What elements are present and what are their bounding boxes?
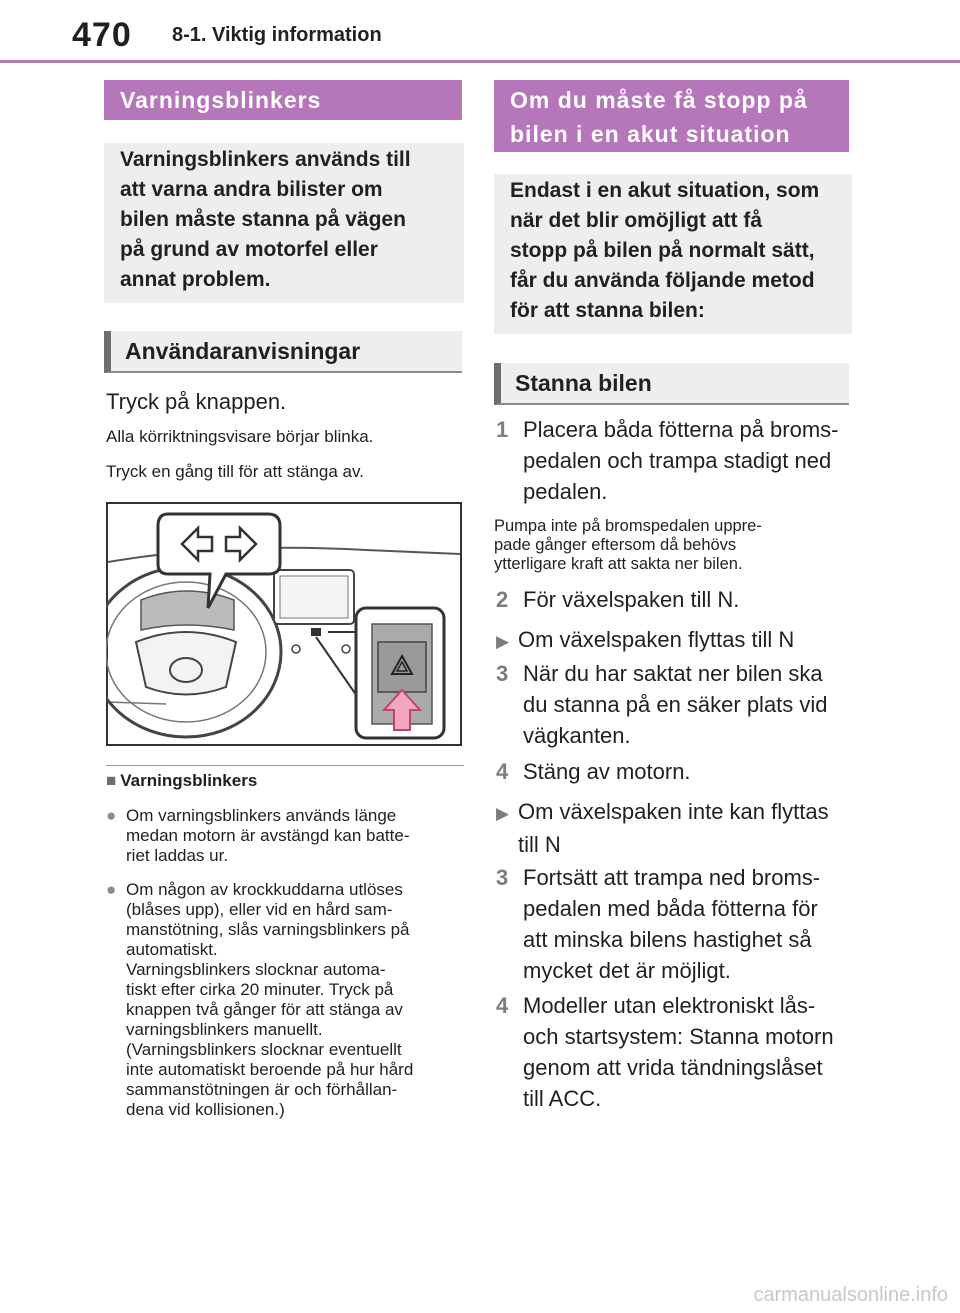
left-intro-line: Varningsblinkers används till [120, 148, 411, 171]
step-1-line: pedalen. [523, 479, 608, 504]
note-2-line: manstötning, slås varningsblinkers på [126, 920, 410, 939]
step-3a-line: vägkanten. [523, 723, 631, 748]
left-title-box [104, 80, 462, 120]
right-intro-line: får du använda följande metod [510, 269, 815, 292]
header-rule [0, 60, 960, 63]
note-2-line: automatiskt. [126, 940, 218, 959]
note-2-line: inte automatiskt beroende på hur hård [126, 1060, 414, 1079]
step-4b-line: och startsystem: Stanna motorn [523, 1024, 834, 1049]
notes-heading-line [106, 771, 257, 791]
step-number: 4 [496, 759, 509, 784]
step-3a-line: du stanna på en säker plats vid [523, 692, 828, 717]
left-intro-line: annat problem. [120, 268, 271, 291]
usage-note-2: Tryck en gång till för att stänga av. [106, 462, 364, 481]
step-3b [496, 862, 856, 986]
note-2-line: knappen två gånger för att stänga av [126, 1000, 403, 1019]
note-2-line: sammanstötningen är och förhållan- [126, 1080, 398, 1099]
right-title-line: bilen i en akut situation [510, 121, 791, 147]
usage-heading: Användaranvisningar [125, 338, 361, 364]
bullet-icon: ● [106, 880, 117, 899]
step-4b-line: Modeller utan elektroniskt lås- [523, 993, 816, 1018]
case-b-line: Om växelspaken inte kan flyttas [518, 799, 829, 824]
step-number: 3 [496, 865, 509, 890]
note-1 [106, 806, 466, 866]
note-2-line: Varningsblinkers slocknar automa- [126, 960, 386, 979]
page-number: 470 [72, 16, 132, 54]
note-2-line: tiskt efter cirka 20 minuter. Tryck på [126, 980, 394, 999]
case-b [496, 796, 856, 860]
note-1-line: riet laddas ur. [126, 846, 229, 865]
section-title: 8-1. Viktig information [172, 24, 382, 46]
note-2-line: (blåses upp), eller vid en hård sam- [126, 900, 393, 919]
watermark: carmanualsonline.info [753, 1284, 948, 1306]
stop-heading: Stanna bilen [515, 370, 652, 396]
step-2-text: För växelspaken till N. [523, 587, 740, 612]
step-1 [496, 414, 856, 507]
step-number: 3 [496, 661, 509, 686]
right-title-line: Om du måste få stopp på [510, 87, 808, 113]
step-1-note-line: ytterligare kraft att sakta ner bilen. [494, 555, 743, 573]
note-1-line: medan motorn är avstängd kan batte- [126, 826, 410, 845]
right-intro-line: när det blir omöjligt att få [510, 209, 763, 232]
step-2 [496, 584, 856, 615]
step-4b-line: genom att vrida tändningslåset [523, 1055, 823, 1080]
notes-heading: Varningsblinkers [120, 771, 258, 790]
case-b-line: till N [518, 832, 561, 857]
hazard-button-illustration [106, 502, 462, 746]
notes-divider [106, 765, 464, 766]
step-3b-line: att minska bilens hastighet så [523, 927, 812, 952]
right-title-box [494, 80, 849, 152]
notes-marker: ■ [106, 771, 117, 790]
step-1-note-line: Pumpa inte på bromspedalen uppre- [494, 517, 762, 535]
note-2-line: (Varningsblinkers slocknar eventuellt [126, 1040, 402, 1059]
note-2 [106, 880, 466, 1120]
step-3b-line: Fortsätt att trampa ned broms- [523, 865, 821, 890]
left-intro-line: bilen måste stanna på vägen [120, 208, 406, 231]
usage-step: Tryck på knappen. [106, 389, 287, 414]
step-number: 4 [496, 993, 509, 1018]
right-intro-line: stopp på bilen på normalt sätt, [510, 239, 815, 262]
arrow-right-icon: ▶ [496, 632, 510, 651]
case-a [496, 624, 856, 657]
step-1-note-line: pade gånger eftersom då behövs [494, 536, 737, 554]
right-intro-line: Endast i en akut situation, som [510, 179, 820, 202]
case-a-text: Om växelspaken flyttas till N [518, 627, 795, 652]
right-intro-box [494, 174, 852, 334]
step-4a [496, 756, 856, 787]
note-1-line: Om varningsblinkers används länge [126, 806, 397, 825]
step-4a-text: Stäng av motorn. [523, 759, 691, 784]
left-intro-line: att varna andra bilister om [120, 178, 383, 201]
usage-note-1: Alla körriktningsvisare börjar blinka. [106, 427, 374, 446]
usage-heading-box [104, 331, 462, 373]
right-intro-line: för att stanna bilen: [510, 299, 705, 322]
page-header [0, 0, 960, 62]
note-2-line: dena vid kollisionen.) [126, 1100, 285, 1119]
stop-heading-box [494, 363, 849, 405]
left-title: Varningsblinkers [120, 87, 322, 113]
note-2-line: Om någon av krockkuddarna utlöses [126, 880, 403, 899]
left-intro-line: på grund av motorfel eller [120, 238, 378, 261]
arrow-right-icon: ▶ [496, 804, 510, 823]
bullet-icon: ● [106, 806, 117, 825]
step-number: 2 [496, 587, 509, 612]
step-1-line: pedalen och trampa stadigt ned [523, 448, 832, 473]
step-number: 1 [496, 417, 509, 442]
note-2-line: varningsblinkers manuellt. [126, 1020, 323, 1039]
step-3b-line: mycket det är möjligt. [523, 958, 731, 983]
step-3b-line: pedalen med båda fötterna för [523, 896, 818, 921]
left-intro-box [104, 143, 464, 303]
step-1-note [494, 517, 854, 574]
step-1-line: Placera båda fötterna på broms- [523, 417, 839, 442]
step-4b [496, 990, 856, 1114]
step-3a-line: När du har saktat ner bilen ska [523, 661, 823, 686]
step-3a [496, 658, 856, 751]
step-4b-line: till ACC. [523, 1086, 602, 1111]
